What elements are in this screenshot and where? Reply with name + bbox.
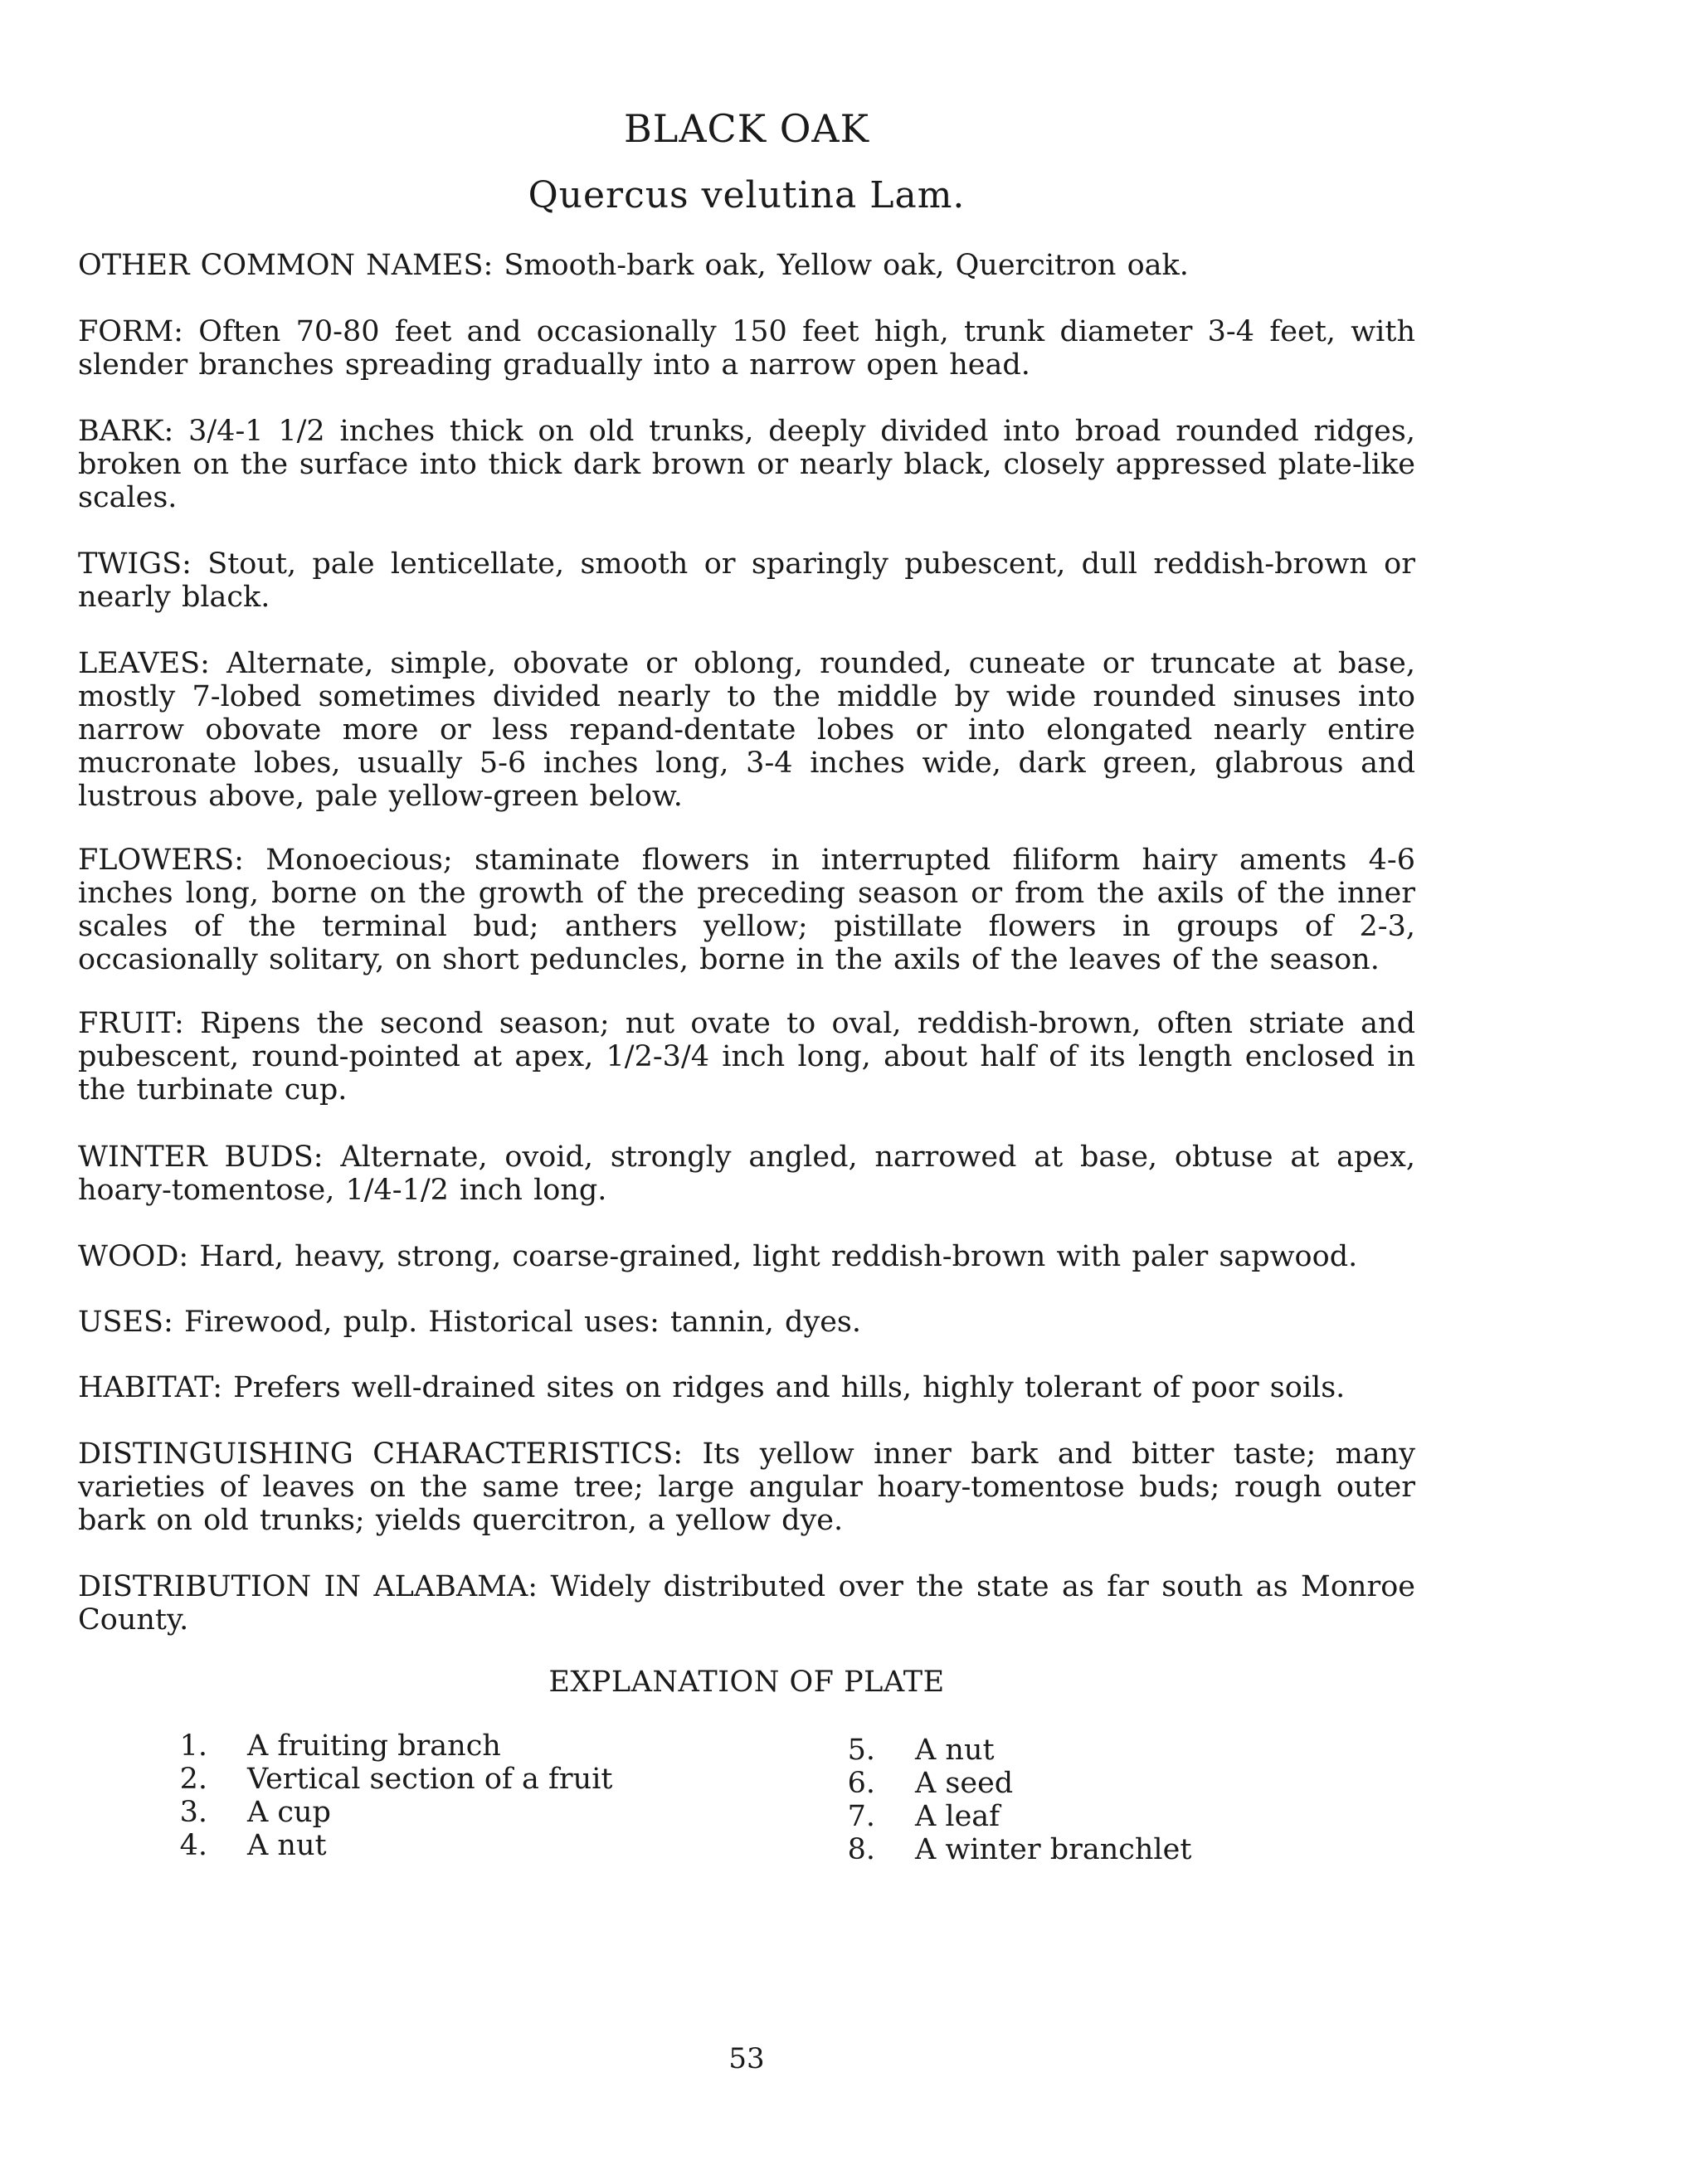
plate-item-text: Vertical section of a fruit (247, 1763, 613, 1796)
section-label: WOOD: (78, 1240, 189, 1273)
plate-item (809, 1767, 1191, 1800)
section-label: HABITAT: (78, 1371, 223, 1404)
plate-item-number: 7. (847, 1800, 875, 1833)
plate-list-right (809, 1734, 1191, 1866)
section-label: WINTER BUDS: (78, 1141, 324, 1174)
section-label: TWIGS: (78, 547, 192, 581)
section-form (78, 315, 1415, 382)
plate-item-text: A cup (247, 1796, 331, 1829)
plate-item-text: A leaf (915, 1800, 1000, 1833)
section-label: FORM: (78, 315, 183, 348)
plate-item-number: 2. (179, 1763, 207, 1796)
plate-item-text: A nut (915, 1734, 995, 1767)
section-text: 3/4-1 1/2 inches thick on old trunks, deeply divided into broad rounded ridges, broken on the surface into thick dark brown or nearly black, closely appressed plate-like scales. (78, 415, 1415, 514)
section-bark (78, 415, 1415, 514)
section-label: USES: (78, 1306, 173, 1339)
plate-item (141, 1729, 612, 1763)
plate-item-number: 4. (179, 1829, 207, 1862)
page-number: 53 (728, 2042, 765, 2075)
section-text: Monoecious; staminate flowers in interrupted filiform hairy aments 4-6 inches long, borne on the growth of the preceding season or from the axils of the inner scales of the terminal bud; anthers yellow; pistillate flowers in groups of 2-3, occasionally solitary, on short peduncles, borne in the axils of the leaves of the season. (78, 844, 1415, 976)
plate-item-number: 5. (847, 1734, 875, 1767)
section-text: Widely distributed over the state as far south as Monroe County. (78, 1570, 1415, 1637)
plate-item-number: 6. (847, 1767, 875, 1800)
plate-item-text: A nut (247, 1829, 327, 1862)
section-label: LEAVES: (78, 647, 210, 680)
plate-item-number: 3. (179, 1796, 207, 1829)
section-fruit (78, 1007, 1415, 1107)
section-leaves (78, 647, 1415, 813)
section-label: DISTRIBUTION IN ALABAMA: (78, 1570, 538, 1603)
section-distinguishing-characteristics (78, 1437, 1415, 1537)
section-text: Often 70-80 feet and occasionally 150 feet high, trunk diameter 3-4 feet, with slender branches spreading gradually into a narrow open head. (78, 315, 1415, 382)
section-distribution (78, 1570, 1415, 1637)
plate-heading: EXPLANATION OF PLATE (548, 1666, 945, 1699)
plate-item-text: A seed (915, 1767, 1014, 1800)
section-flowers (78, 844, 1415, 976)
section-label: FRUIT: (78, 1007, 184, 1040)
section-text: Smooth-bark oak, Yellow oak, Quercitron oak. (504, 249, 1189, 282)
section-label: DISTINGUISHING CHARACTERISTICS: (78, 1437, 684, 1471)
scientific-name: Quercus velutina Lam. (528, 174, 966, 216)
section-other-common-names (78, 249, 1415, 282)
section-wood (78, 1240, 1415, 1273)
section-twigs (78, 547, 1415, 614)
plate-list-left (141, 1729, 612, 1862)
section-label: FLOWERS: (78, 844, 244, 877)
page-title: BLACK OAK (623, 106, 870, 151)
plate-item-text: A winter branchlet (915, 1833, 1192, 1866)
plate-item-number: 1. (179, 1729, 207, 1763)
section-label: OTHER COMMON NAMES: (78, 249, 494, 282)
plate-item (141, 1796, 612, 1829)
section-text: Its yellow inner bark and bitter taste; many varieties of leaves on the same tree; large angular hoary-tomentose buds; rough outer bark on old trunks; yields quercitron, a yellow dye. (78, 1437, 1415, 1537)
section-text: Hard, heavy, strong, coarse-grained, light reddish-brown with paler sapwood. (199, 1240, 1358, 1273)
section-text: Firewood, pulp. Historical uses: tannin, dyes. (183, 1306, 862, 1339)
section-label: BARK: (78, 415, 174, 448)
plate-item-text: A fruiting branch (247, 1729, 501, 1763)
section-text: Ripens the second season; nut ovate to oval, reddish-brown, often striate and pubescent, round-pointed at apex, 1/2-3/4 inch long, about half of its length enclosed in the turbinate cup. (78, 1007, 1415, 1107)
section-text: Alternate, simple, obovate or oblong, rounded, cuneate or truncate at base, mostly 7-lobed sometimes divided nearly to the middle by wide rounded sinuses into narrow obovate more or less repand-dentate lobes or into elongated nearly entire mucronate lobes, usually 5-6 inches long, 3-4 inches wide, dark green, glabrous and lustrous above, pale yellow-green below. (78, 647, 1415, 813)
section-text: Prefers well-drained sites on ridges and hills, highly tolerant of poor soils. (233, 1371, 1346, 1404)
section-winter-buds (78, 1141, 1415, 1207)
plate-item (809, 1833, 1191, 1866)
section-text: Alternate, ovoid, strongly angled, narrowed at base, obtuse at apex, hoary-tomentose, 1/4-1/2 inch long. (78, 1141, 1415, 1207)
section-uses (78, 1306, 1415, 1339)
section-text: Stout, pale lenticellate, smooth or sparingly pubescent, dull reddish-brown or nearly black. (78, 547, 1415, 614)
section-habitat (78, 1371, 1415, 1404)
plate-item-number: 8. (847, 1833, 875, 1866)
plate-item (809, 1734, 1191, 1767)
plate-item (141, 1829, 612, 1862)
plate-item (141, 1763, 612, 1796)
plate-item (809, 1800, 1191, 1833)
